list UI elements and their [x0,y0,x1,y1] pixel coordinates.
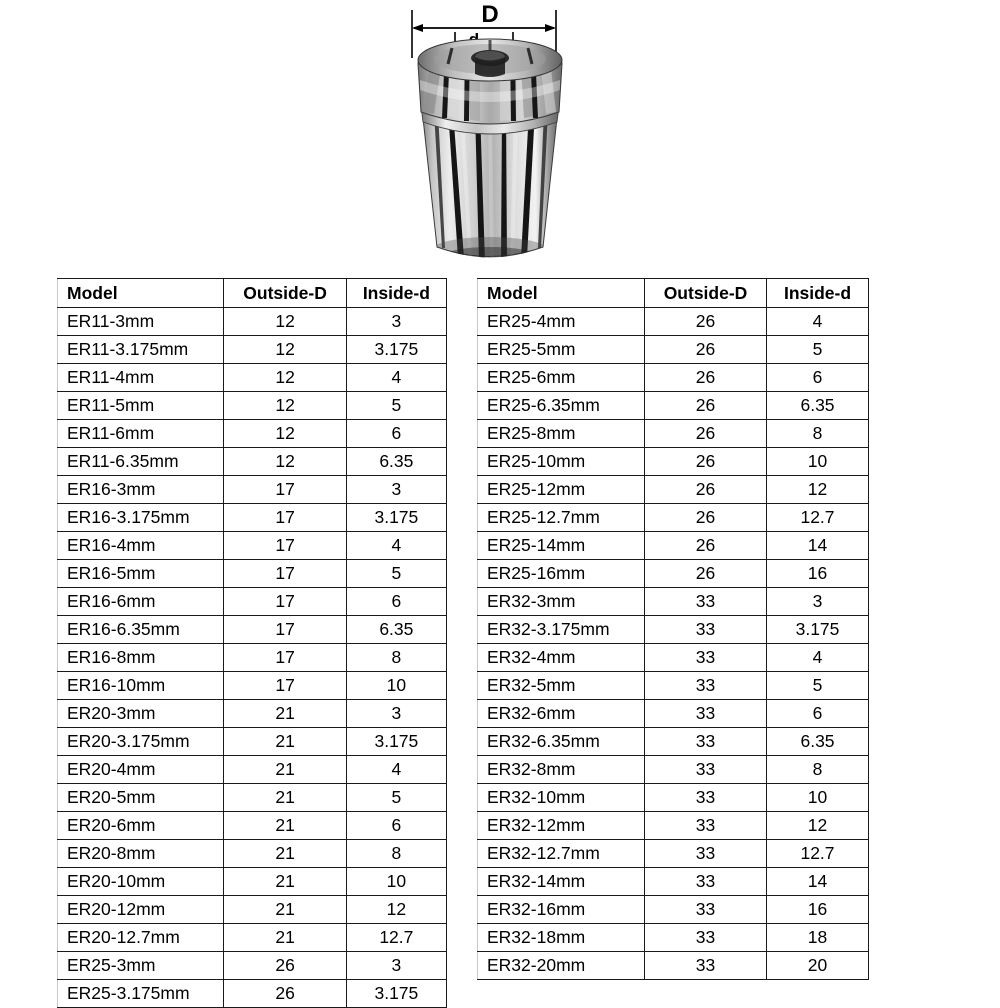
cell-outside-d: 26 [224,980,346,1008]
cell-model: ER16-10mm [58,672,224,700]
table-row [478,420,869,448]
cell-outside-d: 26 [645,420,767,448]
cell-inside-d: 12 [346,896,446,924]
cell-outside-d: 12 [224,420,346,448]
table-row [478,560,869,588]
table-row [58,336,447,364]
cell-model: ER20-12mm [58,896,224,924]
table-row [478,952,869,980]
column-header-model: Model [478,279,645,308]
cell-model: ER20-3mm [58,700,224,728]
cell-model: ER16-6mm [58,588,224,616]
cell-model: ER16-3mm [58,476,224,504]
cell-outside-d: 12 [224,392,346,420]
table-row [58,672,447,700]
cell-model: ER20-12.7mm [58,924,224,952]
cell-model: ER16-5mm [58,560,224,588]
cell-inside-d: 4 [767,644,869,672]
table-row [58,420,447,448]
cell-outside-d: 33 [645,756,767,784]
cell-outside-d: 12 [224,336,346,364]
table-row [58,756,447,784]
cell-model: ER32-3.175mm [478,616,645,644]
cell-model: ER11-5mm [58,392,224,420]
cell-inside-d: 3.175 [767,616,869,644]
cell-model: ER25-12mm [478,476,645,504]
cell-inside-d: 6 [346,588,446,616]
cell-outside-d: 17 [224,532,346,560]
cell-model: ER20-4mm [58,756,224,784]
table-row [478,700,869,728]
cell-outside-d: 33 [645,672,767,700]
table-row [58,840,447,868]
cell-model: ER25-8mm [478,420,645,448]
cell-inside-d: 4 [346,756,446,784]
cell-model: ER32-4mm [478,644,645,672]
cell-outside-d: 17 [224,672,346,700]
table-row [478,840,869,868]
column-header-outside-d: Outside-D [645,279,767,308]
cell-inside-d: 5 [767,336,869,364]
table-row [58,924,447,952]
table-row [478,756,869,784]
table-row [58,616,447,644]
table-row [478,896,869,924]
cell-model: ER32-12mm [478,812,645,840]
table-row [478,532,869,560]
table-row [58,728,447,756]
cell-model: ER32-3mm [478,588,645,616]
cell-outside-d: 33 [645,840,767,868]
cell-model: ER25-3mm [58,952,224,980]
table-row [478,924,869,952]
table-row [58,644,447,672]
cell-inside-d: 8 [767,756,869,784]
cell-model: ER11-3.175mm [58,336,224,364]
table-row [58,896,447,924]
cell-inside-d: 16 [767,896,869,924]
cell-model: ER20-8mm [58,840,224,868]
cell-inside-d: 14 [767,868,869,896]
cell-inside-d: 10 [346,672,446,700]
table-row [58,784,447,812]
cell-outside-d: 17 [224,476,346,504]
table-row [478,588,869,616]
cell-outside-d: 21 [224,868,346,896]
table-row [478,476,869,504]
cell-model: ER25-16mm [478,560,645,588]
cell-outside-d: 21 [224,840,346,868]
cell-outside-d: 21 [224,756,346,784]
cell-inside-d: 5 [346,784,446,812]
cell-outside-d: 21 [224,896,346,924]
table-row [58,504,447,532]
table-row [58,952,447,980]
table-row [58,588,447,616]
cell-inside-d: 6.35 [346,448,446,476]
cell-inside-d: 12 [767,812,869,840]
table-row [58,700,447,728]
cell-inside-d: 10 [767,784,869,812]
cell-inside-d: 6 [767,364,869,392]
table-row [58,532,447,560]
cell-inside-d: 6.35 [346,616,446,644]
cell-outside-d: 26 [645,336,767,364]
cell-inside-d: 8 [767,420,869,448]
table-header-row [58,279,447,308]
column-header-model: Model [58,279,224,308]
cell-model: ER32-16mm [478,896,645,924]
table-row [58,868,447,896]
cell-outside-d: 26 [645,476,767,504]
spec-table-left-body [58,308,447,1008]
table-row [478,644,869,672]
cell-inside-d: 3.175 [346,504,446,532]
cell-model: ER16-6.35mm [58,616,224,644]
cell-inside-d: 12.7 [767,504,869,532]
table-row [478,784,869,812]
table-header-row [478,279,869,308]
cell-inside-d: 4 [346,532,446,560]
table-row [58,560,447,588]
cell-outside-d: 26 [645,532,767,560]
cell-inside-d: 12.7 [767,840,869,868]
cell-model: ER25-10mm [478,448,645,476]
spec-table-right-body [478,308,869,980]
cell-outside-d: 33 [645,728,767,756]
cell-model: ER25-3.175mm [58,980,224,1008]
cell-inside-d: 6.35 [767,728,869,756]
cell-inside-d: 3.175 [346,336,446,364]
cell-model: ER25-14mm [478,532,645,560]
cell-outside-d: 26 [645,504,767,532]
cell-inside-d: 12 [767,476,869,504]
cell-inside-d: 12.7 [346,924,446,952]
cell-inside-d: 10 [767,448,869,476]
cell-inside-d: 3.175 [346,728,446,756]
table-row [478,448,869,476]
cell-model: ER32-8mm [478,756,645,784]
cell-outside-d: 26 [645,308,767,336]
cell-inside-d: 3 [346,476,446,504]
cell-model: ER20-5mm [58,784,224,812]
table-row [478,392,869,420]
cell-model: ER25-12.7mm [478,504,645,532]
cell-inside-d: 14 [767,532,869,560]
cell-outside-d: 21 [224,784,346,812]
cell-inside-d: 5 [767,672,869,700]
cell-inside-d: 6 [346,812,446,840]
cell-inside-d: 8 [346,644,446,672]
cell-outside-d: 33 [645,588,767,616]
cell-inside-d: 3 [346,700,446,728]
cell-model: ER11-6.35mm [58,448,224,476]
cell-inside-d: 3 [346,952,446,980]
cell-model: ER16-4mm [58,532,224,560]
cell-inside-d: 5 [346,560,446,588]
cell-model: ER16-3.175mm [58,504,224,532]
cell-outside-d: 33 [645,616,767,644]
cell-inside-d: 6 [346,420,446,448]
table-row [478,504,869,532]
cell-outside-d: 12 [224,448,346,476]
cell-outside-d: 26 [645,560,767,588]
table-row [478,728,869,756]
cell-inside-d: 18 [767,924,869,952]
cell-inside-d: 4 [346,364,446,392]
cell-outside-d: 33 [645,952,767,980]
cell-outside-d: 26 [224,952,346,980]
cell-model: ER32-18mm [478,924,645,952]
cell-inside-d: 3 [767,588,869,616]
cell-outside-d: 17 [224,588,346,616]
cell-inside-d: 16 [767,560,869,588]
table-row [478,616,869,644]
table-row [478,364,869,392]
cell-outside-d: 33 [645,896,767,924]
table-row [58,812,447,840]
cell-outside-d: 33 [645,784,767,812]
cell-outside-d: 33 [645,924,767,952]
table-row [478,336,869,364]
table-row [478,308,869,336]
cell-outside-d: 33 [645,644,767,672]
spec-table-left [57,278,447,1008]
cell-model: ER11-4mm [58,364,224,392]
cell-outside-d: 26 [645,392,767,420]
cell-model: ER32-5mm [478,672,645,700]
table-row [58,448,447,476]
table-row [58,980,447,1008]
table-row [478,868,869,896]
cell-outside-d: 12 [224,364,346,392]
cell-model: ER32-6mm [478,700,645,728]
cell-outside-d: 12 [224,308,346,336]
dimension-D-label: D [481,1,499,28]
cell-outside-d: 17 [224,504,346,532]
table-row [58,392,447,420]
cell-model: ER32-10mm [478,784,645,812]
table-row [58,308,447,336]
table-row [58,364,447,392]
cell-outside-d: 21 [224,700,346,728]
cell-outside-d: 17 [224,560,346,588]
column-header-inside-d: Inside-d [346,279,446,308]
cell-model: ER25-6mm [478,364,645,392]
cell-model: ER32-20mm [478,952,645,980]
cell-outside-d: 17 [224,644,346,672]
table-row [478,812,869,840]
cell-model: ER25-5mm [478,336,645,364]
spec-table-right [477,278,869,980]
cell-model: ER20-3.175mm [58,728,224,756]
cell-inside-d: 5 [346,392,446,420]
cell-inside-d: 4 [767,308,869,336]
cell-outside-d: 33 [645,700,767,728]
cell-model: ER25-6.35mm [478,392,645,420]
cell-outside-d: 21 [224,924,346,952]
spec-table-right-wrapper [477,278,869,980]
cell-model: ER11-3mm [58,308,224,336]
cell-outside-d: 17 [224,616,346,644]
cell-model: ER16-8mm [58,644,224,672]
cell-outside-d: 26 [645,448,767,476]
cell-model: ER32-6.35mm [478,728,645,756]
cell-model: ER32-14mm [478,868,645,896]
spec-table-left-wrapper [57,278,447,1008]
cell-outside-d: 26 [645,364,767,392]
column-header-outside-d: Outside-D [224,279,346,308]
cell-model: ER20-10mm [58,868,224,896]
cell-model: ER20-6mm [58,812,224,840]
cell-model: ER11-6mm [58,420,224,448]
cell-outside-d: 33 [645,812,767,840]
collet-top-face [418,39,562,81]
cell-inside-d: 3 [346,308,446,336]
cell-outside-d: 21 [224,812,346,840]
cell-inside-d: 6 [767,700,869,728]
cell-outside-d: 21 [224,728,346,756]
cell-inside-d: 3.175 [346,980,446,1008]
cell-inside-d: 10 [346,868,446,896]
cell-model: ER32-12.7mm [478,840,645,868]
cell-inside-d: 20 [767,952,869,980]
collet-illustration [390,0,590,268]
cell-inside-d: 6.35 [767,392,869,420]
cell-inside-d: 8 [346,840,446,868]
cell-model: ER25-4mm [478,308,645,336]
column-header-inside-d: Inside-d [767,279,869,308]
product-figure [390,0,590,268]
table-row [478,672,869,700]
table-row [58,476,447,504]
cell-outside-d: 33 [645,868,767,896]
